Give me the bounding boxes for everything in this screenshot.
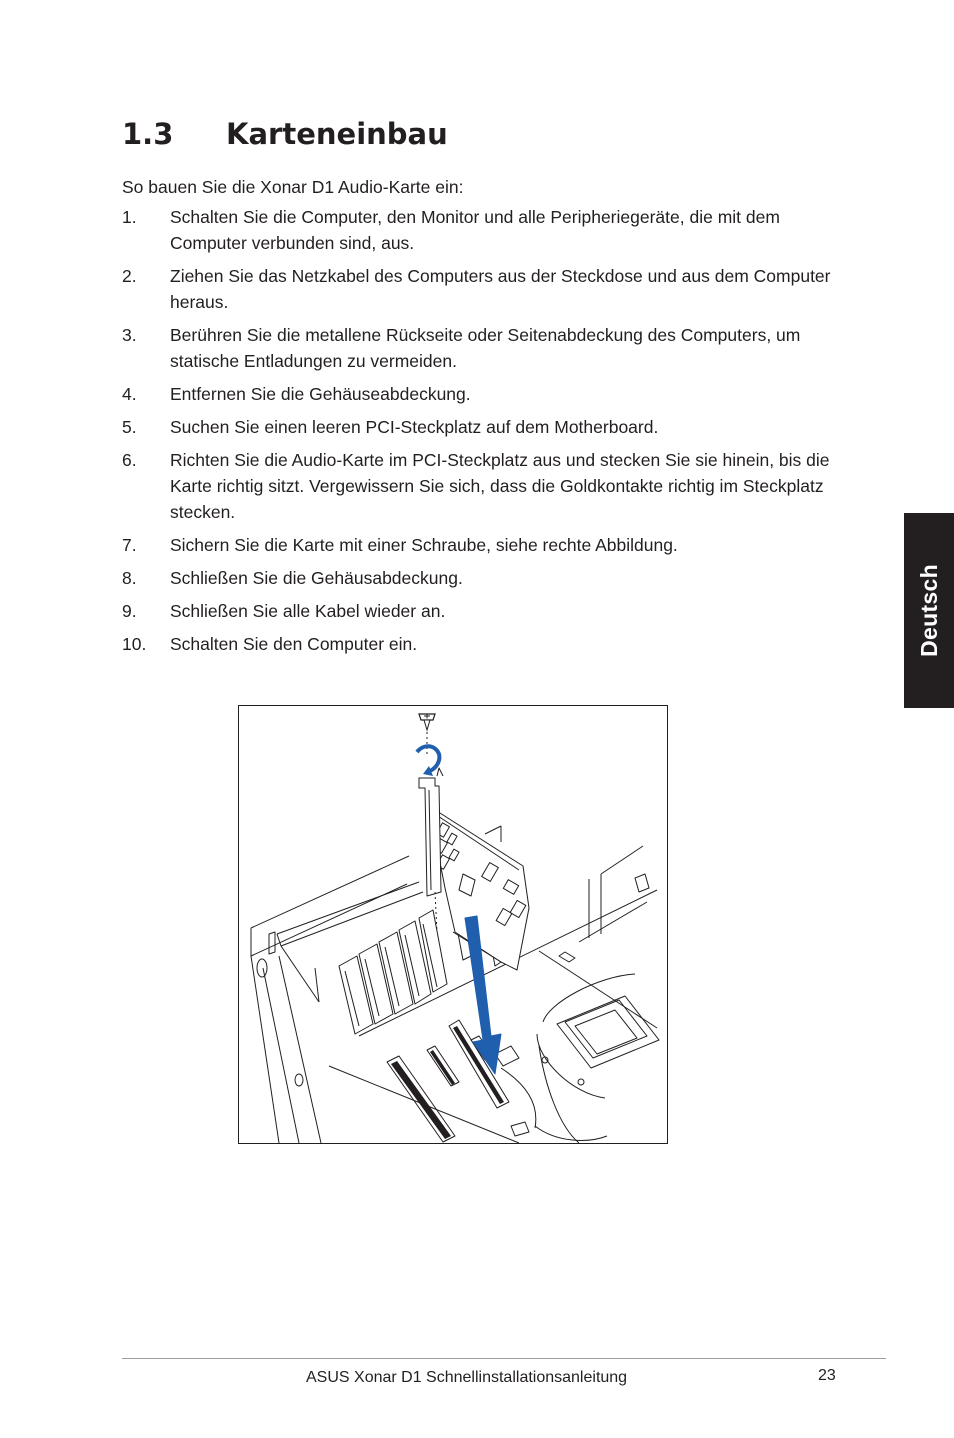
step-item	[122, 204, 834, 256]
step-item	[122, 565, 834, 591]
step-item	[122, 322, 834, 374]
step-item	[122, 263, 834, 315]
step-number: 1.	[122, 207, 137, 227]
step-number: 9.	[122, 601, 137, 621]
language-tab-label: Deutsch	[915, 564, 942, 657]
step-item	[122, 598, 834, 624]
footer-title: ASUS Xonar D1 Schnellinstallationsanleitung	[306, 1369, 628, 1386]
intro-text: So bauen Sie die Xonar D1 Audio-Karte ein:	[122, 177, 464, 197]
step-number: 3.	[122, 325, 137, 345]
step-item	[122, 532, 834, 558]
step-text: Berühren Sie die metallene Rückseite oder Seitenabdeckung des Computers, um statische Entladungen zu vermeiden.	[170, 325, 801, 371]
rotate-arrow-icon	[417, 746, 439, 776]
page-number: 23	[818, 1367, 836, 1384]
screw-icon	[419, 714, 435, 730]
step-item	[122, 447, 834, 525]
slot-brackets	[339, 910, 447, 1034]
step-text: Schalten Sie den Computer ein.	[170, 634, 418, 654]
step-number: 10.	[122, 634, 147, 654]
step-number: 5.	[122, 417, 137, 437]
step-number: 2.	[122, 266, 137, 286]
step-text: Suchen Sie einen leeren PCI-Steckplatz auf dem Motherboard.	[170, 417, 659, 437]
step-number: 8.	[122, 568, 137, 588]
installation-steps	[122, 204, 834, 664]
card-installation-illustration	[238, 705, 668, 1144]
step-item	[122, 414, 834, 440]
card-bracket	[419, 768, 443, 896]
language-tab	[904, 513, 954, 708]
section-number: 1.3	[122, 117, 174, 151]
step-text: Schalten Sie die Computer, den Monitor und alle Peripheriegeräte, die mit dem Computer verbunden sind, aus.	[170, 207, 780, 253]
pci-slot-3	[449, 1020, 509, 1108]
step-text: Schließen Sie die Gehäusabdeckung.	[170, 568, 463, 588]
footer-rule	[122, 1358, 886, 1359]
step-text: Schließen Sie alle Kabel wieder an.	[170, 601, 446, 621]
step-item	[122, 631, 834, 657]
cable-loop	[501, 1068, 536, 1136]
step-text: Entfernen Sie die Gehäuseabdeckung.	[170, 384, 471, 404]
step-number: 7.	[122, 535, 137, 555]
step-number: 6.	[122, 450, 137, 470]
cpu-socket	[495, 974, 659, 1143]
step-text: Sichern Sie die Karte mit einer Schraube, siehe rechte Abbildung.	[170, 535, 678, 555]
section-title: Karteneinbau	[226, 117, 448, 151]
pc-case-diagram	[239, 706, 667, 1143]
step-item	[122, 381, 834, 407]
pci-slot-2	[427, 1046, 459, 1086]
step-text: Ziehen Sie das Netzkabel des Computers aus der Steckdose und aus dem Computer heraus.	[170, 266, 831, 312]
section-heading	[122, 112, 448, 156]
step-number: 4.	[122, 384, 137, 404]
step-text: Richten Sie die Audio-Karte im PCI-Steckplatz aus und stecken Sie sie hinein, bis die Karte richtig sitzt. Vergewissern Sie sich, dass die Goldkontakte richtig im Steckplatz stecken.	[170, 450, 830, 522]
